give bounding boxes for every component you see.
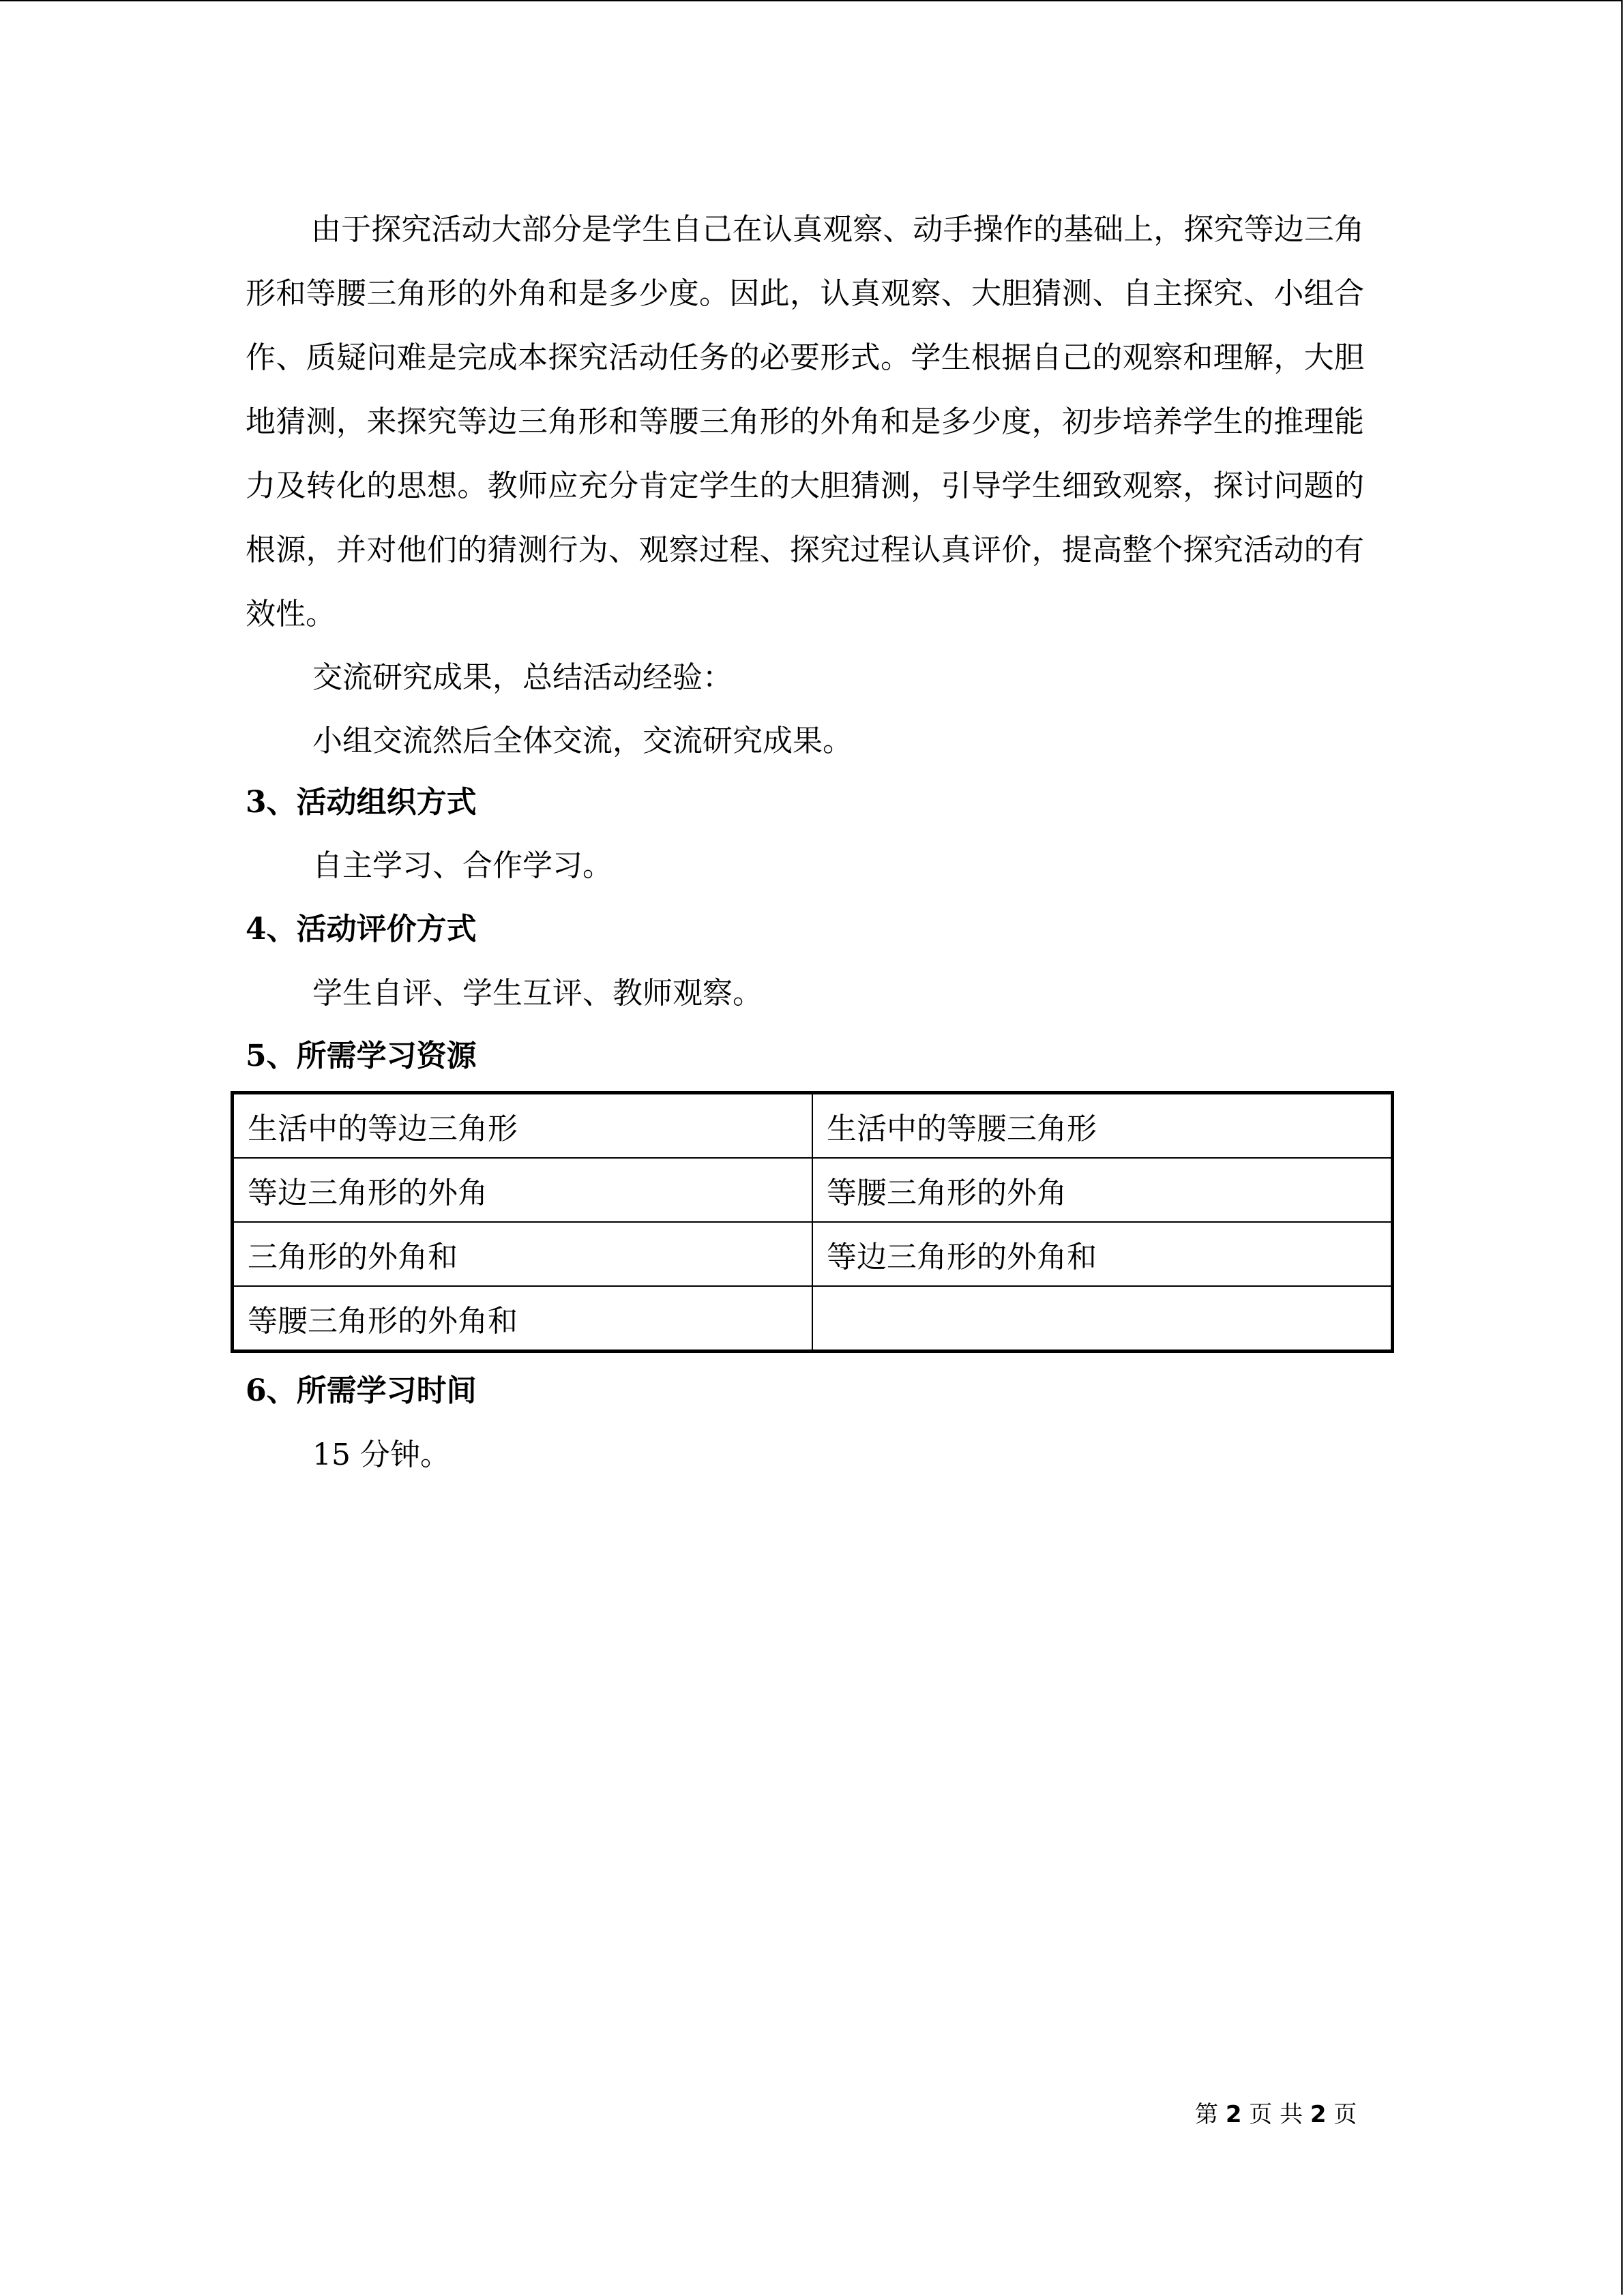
- table-row: [233, 1286, 1393, 1352]
- section-resources-heading: 5、所需学习资源: [246, 1039, 477, 1073]
- table-cell: 等腰三角形的外角和: [233, 1286, 813, 1352]
- resources-table: [231, 1091, 1394, 1353]
- table-cell: 生活中的等边三角形: [233, 1093, 813, 1159]
- table-row: [233, 1158, 1393, 1222]
- footer-prefix: 第: [1195, 2101, 1218, 2128]
- table-cell: 生活中的等腰三角形: [812, 1093, 1393, 1159]
- footer-middle: 页 共: [1249, 2101, 1303, 2128]
- table-cell: 等边三角形的外角和: [812, 1222, 1393, 1286]
- section-evaluation-text: 学生自评、学生互评、教师观察。: [312, 976, 763, 1011]
- table-cell: 等腰三角形的外角: [812, 1158, 1393, 1222]
- footer-suffix: 页: [1333, 2101, 1357, 2128]
- table-row: [233, 1222, 1393, 1286]
- exchange-title: 交流研究成果，总结活动经验：: [312, 660, 733, 695]
- section-time-heading: 6、所需学习时间: [246, 1373, 477, 1408]
- table-cell: [812, 1286, 1393, 1352]
- section-time-text: 15 分钟。: [312, 1437, 450, 1472]
- footer-total-pages: 2: [1310, 2101, 1327, 2128]
- table-cell: 三角形的外角和: [233, 1222, 813, 1286]
- footer-current-page: 2: [1225, 2101, 1242, 2128]
- intro-paragraph: 由于探究活动大部分是学生自己在认真观察、动手操作的基础上，探究等边三角形和等腰三角形的外角和是多少度。因此，认真观察、大胆猜测、自主探究、小组合作、质疑问难是完成本探究活动任务的必要形式。学生根据自己的观察和理解，大胆地猜测，来探究等边三角形和等腰三角形的外角和是多少度，初步培养学生的推理能力及转化的思想。教师应充分肯定学生的大胆猜测，引导学生细致观察，探讨问题的根源，并对他们的猜测行为、观察过程、探究过程认真评价，提高整个探究活动的有效性。: [246, 212, 1364, 631]
- section-organization-text: 自主学习、合作学习。: [312, 848, 612, 883]
- table-row: [233, 1093, 1393, 1159]
- table-cell: 等边三角形的外角: [233, 1158, 813, 1222]
- section-evaluation-heading: 4、活动评价方式: [246, 912, 477, 946]
- section-organization-heading: 3、活动组织方式: [246, 785, 477, 820]
- page-footer: [1195, 2099, 1357, 2130]
- exchange-text: 小组交流然后全体交流，交流研究成果。: [312, 724, 853, 758]
